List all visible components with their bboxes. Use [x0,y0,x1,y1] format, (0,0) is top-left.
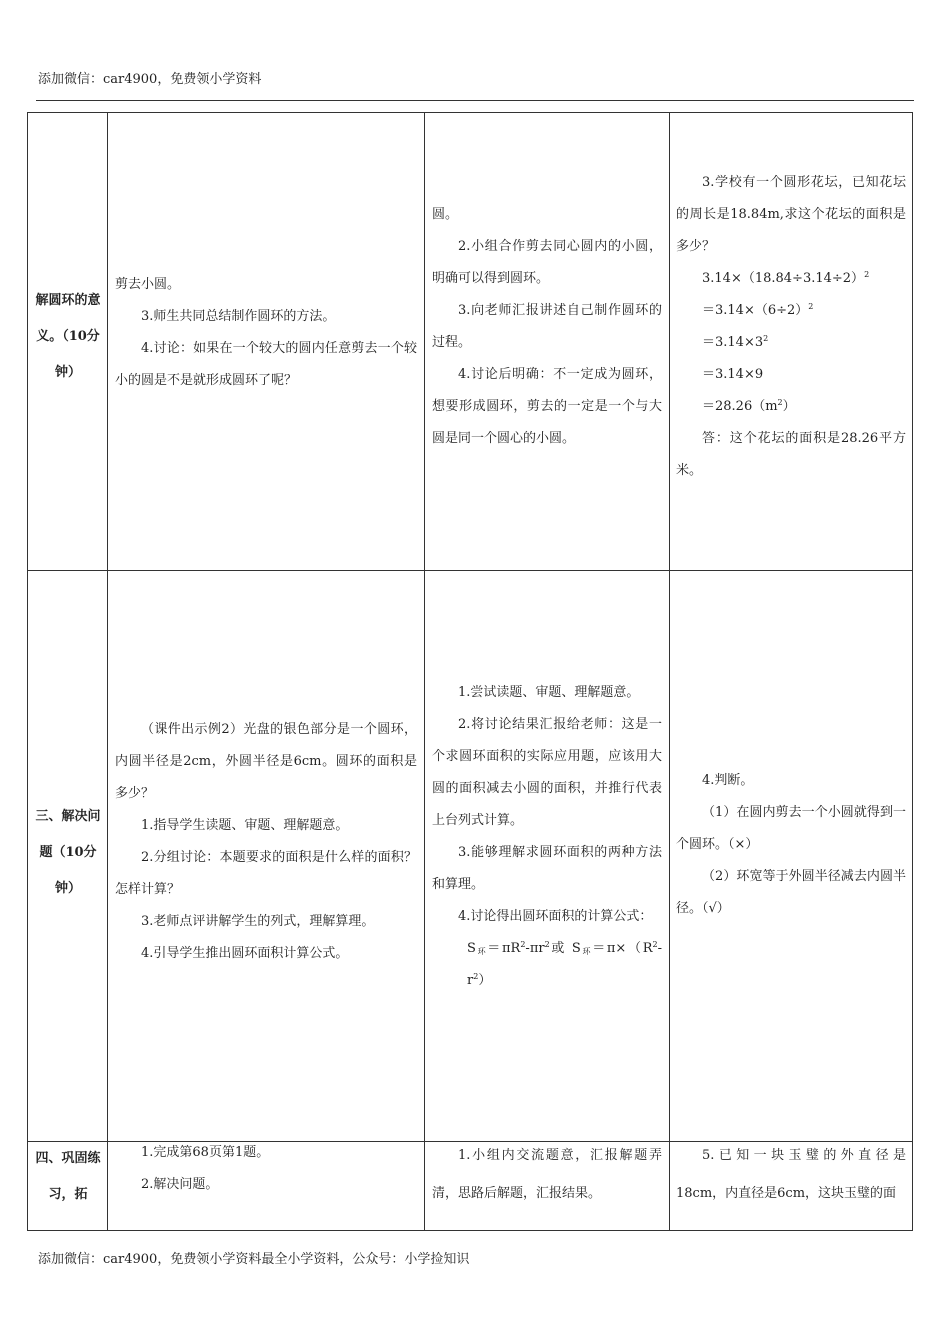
teacher-activity-cell [115,714,417,970]
exercise-answer: 答：这个花坛的面积是28.26平方米。 [676,431,906,478]
student-step: 1.小组内交流题意，汇报解题弄清，思路后解题，汇报结果。 [432,1148,662,1201]
teacher-step: 2.分组讨论：本题要求的面积是什么样的面积？怎样计算？ [115,850,417,897]
teacher-step: 1.完成第68页第1题。 [141,1145,270,1160]
header-divider [36,100,914,101]
footer-watermark: 添加微信：car4900，免费领小学资料最全小学资料，公众号：小学捡知识 [38,1252,470,1267]
student-activity-cell [432,677,662,997]
student-activity-cell [432,199,662,455]
stage-label: 四、巩固练习，拓 [35,1151,101,1202]
ring-area-formula: $S_环=\pi R^2-\pi r^2$或 $S_环=\pi\times(R^2-r^2)$ [467,940,662,988]
exercise-line: 4.判断。 [702,773,754,788]
teacher-step: 3.老师点评讲解学生的列式，理解算理。 [141,914,375,929]
teacher-step: 4.引导学生推出圆环面积计算公式。 [141,946,349,961]
teacher-step: 3.师生共同总结制作圆环的方法。 [141,309,336,324]
column-divider [107,113,108,1230]
exercise-line: （2）环宽等于外圆半径减去内圆半径。（√） [676,869,906,916]
calc-step: $=3.14\times 3^2$ [702,334,769,350]
exercise-question: 3.学校有一个圆形花坛，已知花坛的周长是18.84m,求这个花坛的面积是多少？ [676,175,906,254]
stage-label-cell [32,283,104,391]
student-step: 3.能够理解求圆环面积的两种方法和算理。 [432,845,662,892]
teacher-step: 剪去小圆。 [115,277,181,292]
teacher-step: 4.讨论：如果在一个较大的圆内任意剪去一个较小的圆是不是就形成圆环了呢？ [115,341,417,388]
student-step: 3.向老师汇报讲述自己制作圆环的过程。 [432,303,662,350]
student-step: 2.小组合作剪去同心圆内的小圆，明确可以得到圆环。 [432,239,662,286]
stage-label: 三、解决问题（10分钟） [35,809,101,896]
stage-label-cell [32,1141,104,1213]
teacher-activity-cell [115,269,417,397]
calc-step: $=3.14\times(6\div 2)^2$ [702,302,814,318]
student-step: 4.讨论得出圆环面积的计算公式： [458,909,653,924]
exercise-line: 5.已知一块玉璧的外直径是18cm，内直径是6cm，这块玉璧的面 [676,1148,906,1201]
stage-label-cell [32,799,104,907]
row-divider [28,570,912,571]
exercise-line: （1）在圆内剪去一个小圆就得到一个圆环。（×） [676,805,906,852]
student-step: 1.尝试读题、审题、理解题意。 [458,685,640,700]
column-divider [424,113,425,1230]
calc-step: $3.14\times(18.84\div 3.14\div 2)^2$ [702,270,870,286]
exercise-cell [676,765,906,925]
student-step: 圆。 [432,207,459,222]
exercise-cell [676,1137,906,1213]
column-divider [669,113,670,1230]
calc-step: ＝3.14×9 [702,367,764,382]
student-activity-cell [432,1137,662,1213]
stage-label: 解圆环的意义。（10分钟） [35,293,101,380]
teacher-step: （课件出示例2）光盘的银色部分是一个圆环，内圆半径是2cm，外圆半径是6cm。圆环的面积是多少？ [115,722,417,801]
student-step: 4.讨论后明确：不一定成为圆环，想要形成圆环，剪去的一定是一个与大圆是同一个圆心的小圆。 [432,367,662,446]
student-step: 2.将讨论结果汇报给老师：这是一个求圆环面积的实际应用题，应该用大圆的面积减去小圆的面积，并推行代表上台列式计算。 [432,717,662,828]
teacher-activity-cell [115,1137,417,1201]
teacher-step: 1.指导学生读题、审题、理解题意。 [141,818,349,833]
lesson-plan-table [27,112,913,1231]
header-watermark: 添加微信：car4900，免费领小学资料 [38,72,262,87]
teacher-step: 2.解决问题。 [141,1177,219,1192]
calc-step: $=28.26(m^2)$ [702,398,796,414]
exercise-cell [676,167,906,487]
